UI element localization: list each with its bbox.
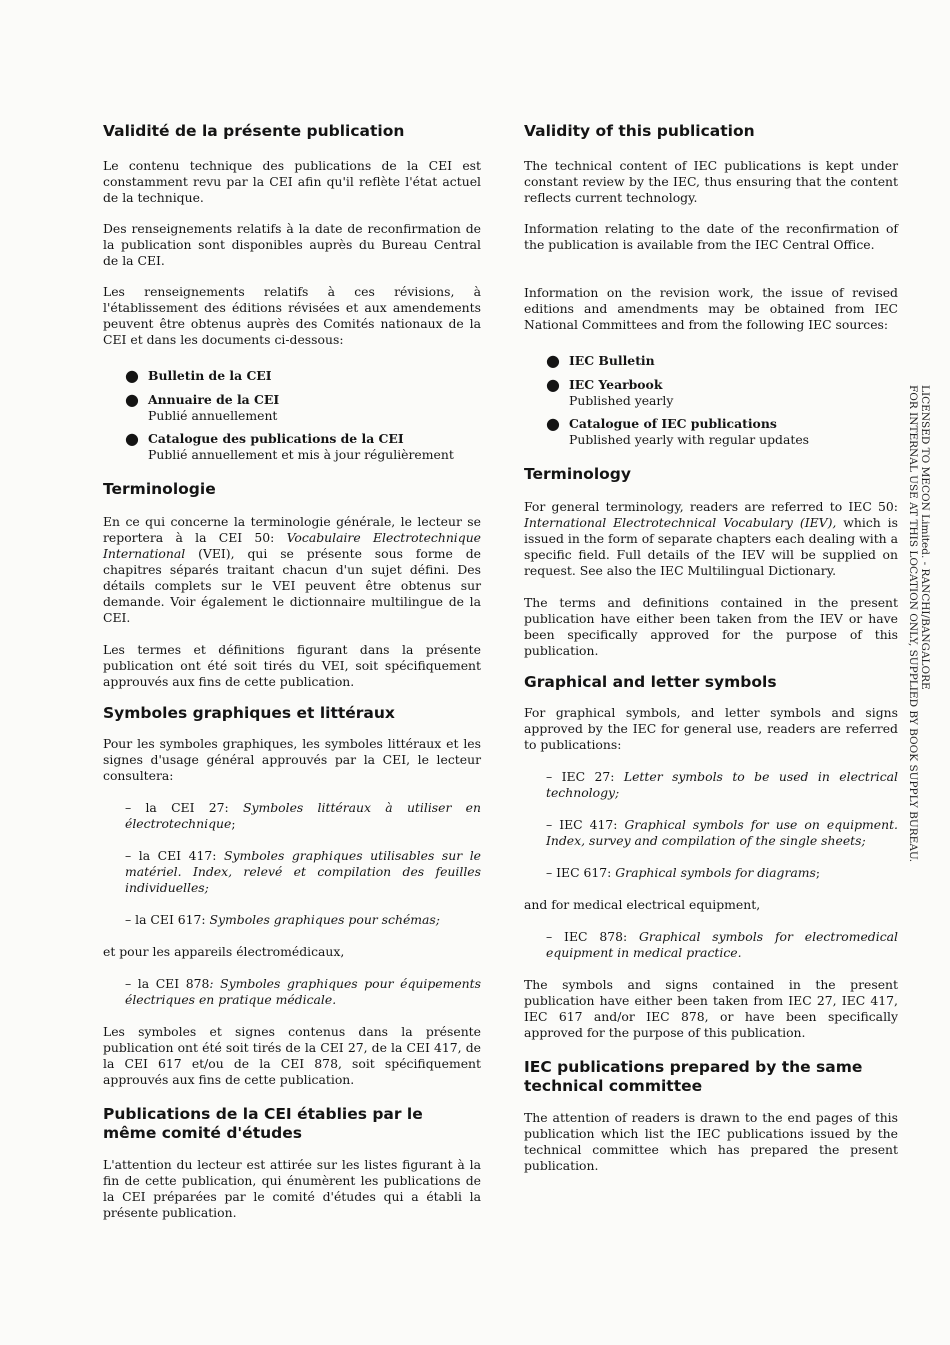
reference-item: – IEC 878: Graphical symbols for electromedical equipment in medical practice. [546, 929, 898, 960]
english-column [524, 122, 898, 1174]
bullet-icon: ● [546, 351, 560, 370]
paragraph: Les renseignements relatifs à ces révisions, à l'établissement des éditions révisées et aux amendements peuvent être obtenus auprès des Comités nationaux de la CEI et dans les documents ci-dessous: [103, 284, 481, 347]
list-item-title: Bulletin de la CEI [148, 368, 272, 383]
section-heading-committee-fr: Publications de la CEI établies par le même comité d'études [103, 1105, 423, 1142]
bullet-icon: ● [546, 414, 560, 433]
list-item [103, 392, 481, 424]
reference-item: – la CEI 617: Symboles graphiques pour schémas; [125, 912, 440, 927]
sources-list-fr [103, 368, 481, 463]
sources-list-en [524, 353, 898, 448]
section-heading-symbols-fr: Symboles graphiques et littéraux [103, 704, 395, 722]
section-heading-validity-fr: Validité de la présente publication [103, 122, 405, 140]
paragraph: and for medical electrical equipment, [524, 897, 761, 912]
section-heading-symbols-en: Graphical and letter symbols [524, 673, 777, 691]
paragraph: Le contenu technique des publications de la CEI est constamment revu par la CEI afin qu'il reflète l'état actuel de la technique. [103, 158, 481, 205]
reference-item: – la CEI 417: Symboles graphiques utilisables sur le matériel. Index, relevé et compilation des feuilles individuelles; [125, 848, 482, 895]
list-item [524, 377, 898, 409]
section-heading-terminology-en: Terminology [524, 465, 631, 483]
bullet-icon: ● [125, 366, 139, 385]
list-item-title: IEC Bulletin [569, 353, 655, 368]
list-item-subtitle: Published yearly with regular updates [569, 432, 810, 447]
paragraph: The terms and definitions contained in the present publication have either been taken from the IEV or have been specifically approved for the purpose of this publication. [524, 595, 898, 658]
paragraph: The attention of readers is drawn to the end pages of this publication which list the IEC publications issued by the technical committee which has prepared the present publication. [524, 1110, 898, 1173]
paragraph: Information on the revision work, the issue of revised editions and amendments may be obtained from IEC National Committees and from the following IEC sources: [524, 285, 898, 332]
list-item [524, 416, 898, 448]
paragraph: For general terminology, readers are referred to IEC 50: International Electrotechnical Vocabulary (IEV), which is issued in the form of separate chapters each dealing with a specific field. Full details of the IEV will be supplied on request. See also the IEC Multilingual Dictionary. [524, 499, 898, 578]
paragraph: The symbols and signs contained in the present publication have either been taken from IEC 27, IEC 417, IEC 617 and/or IEC 878, or have been specifically approved for the purpose of this publication. [524, 977, 898, 1040]
list-item-subtitle: Published yearly [569, 393, 674, 408]
paragraph: Les symboles et signes contenus dans la présente publication ont été soit tirés de la CEI 27, de la CEI 417, de la CEI 617 et/ou de la CEI 878, soit spécifiquement approuvés aux fins de cette publication. [103, 1024, 481, 1087]
paragraph: En ce qui concerne la terminologie générale, le lecteur se reportera à la CEI 50: Vocabulaire Electrotechnique International (VEI), qui se présente sous forme de chapitres séparés traitant chacun d'un sujet défini. Des détails complets sur le VEI peuvent être obtenus sur demande. Voir également le dictionnaire multilingue de la CEI. [103, 514, 482, 625]
list-item-title: Catalogue des publications de la CEI [148, 431, 404, 446]
list-item [103, 431, 481, 463]
reference-item: – IEC 27: Letter symbols to be used in electrical technology; [546, 769, 899, 800]
license-stamp [907, 385, 931, 863]
reference-item: – la CEI 878: Symboles graphiques pour équipements électriques en pratique médicale. [125, 976, 481, 1007]
bullet-icon: ● [125, 429, 139, 448]
french-column [103, 122, 481, 1221]
paragraph: L'attention du lecteur est attirée sur les listes figurant à la fin de cette publication, qui énumèrent les publications de la CEI préparées par le comité d'études qui a établi la présente publication. [103, 1157, 481, 1220]
list-item [524, 353, 898, 369]
paragraph: Les termes et définitions figurant dans la présente publication ont été soit tirés du VEI, soit spécifiquement approuvés aux fins de cette publication. [103, 642, 481, 689]
bullet-icon: ● [546, 375, 560, 394]
reference-item: – IEC 417: Graphical symbols for use on equipment. Index, survey and compilation of the single sheets; [546, 817, 898, 848]
paragraph: For graphical symbols, and letter symbols and signs approved by the IEC for general use, readers are referred to publications: [524, 705, 898, 752]
paragraph: Information relating to the date of the reconfirmation of the publication is available from the IEC Central Office. [524, 221, 898, 252]
paragraph: Des renseignements relatifs à la date de reconfirmation de la publication sont disponibles auprès du Bureau Central de la CEI. [103, 221, 481, 268]
list-item-title: IEC Yearbook [569, 377, 663, 392]
paragraph: Pour les symboles graphiques, les symboles littéraux et les signes d'usage général approuvés par la CEI, le lecteur consultera: [103, 736, 481, 783]
reference-item: – IEC 617: Graphical symbols for diagrams; [546, 865, 821, 880]
section-heading-validity-en: Validity of this publication [524, 122, 755, 140]
license-line-2: FOR INTERNAL USE AT THIS LOCATION ONLY, SUPPLIED BY BOOK SUPPLY BUREAU. [907, 385, 919, 863]
paragraph: The technical content of IEC publications is kept under constant review by the IEC, thus ensuring that the content reflects current technology. [524, 158, 898, 205]
list-item-subtitle: Publié annuellement [148, 408, 278, 423]
section-heading-committee-en: IEC publications prepared by the same technical committee [524, 1058, 863, 1095]
bullet-icon: ● [125, 390, 139, 409]
license-line-1: LICENSED TO MECON Limited. - RANCHI/BANGALORE [919, 385, 931, 690]
list-item-title: Annuaire de la CEI [148, 392, 280, 407]
paragraph: et pour les appareils électromédicaux, [103, 944, 345, 959]
list-item-title: Catalogue of IEC publications [569, 416, 777, 431]
list-item-subtitle: Publié annuellement et mis à jour régulièrement [148, 447, 454, 462]
reference-item: – la CEI 27: Symboles littéraux à utiliser en électrotechnique; [125, 800, 481, 831]
section-heading-terminology-fr: Terminologie [103, 480, 216, 498]
list-item [103, 368, 481, 384]
